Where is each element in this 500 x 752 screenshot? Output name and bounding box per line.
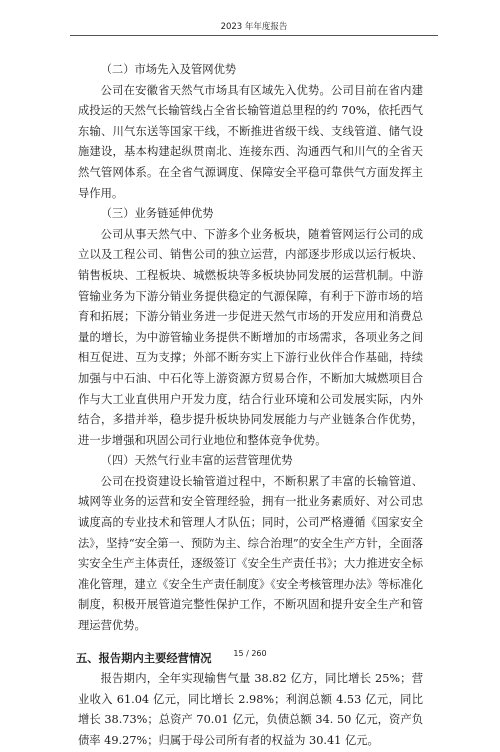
- page-header: 2023 年年度报告: [70, 20, 438, 36]
- subsection-heading-market-advantage: （二）市场先入及管网优势: [100, 63, 237, 76]
- subsection-heading-business-chain: （三）业务链延伸优势: [100, 207, 214, 221]
- section-heading-main-operations: 五、报告期内主要经营情况: [76, 651, 212, 665]
- document-body: [78, 60, 423, 752]
- paragraph-market-advantage: 公司在安徽省天然气市场具有区域先入优势。公司目前在省内建成投运的天然气长输管线占全省长输管道总里程的约 70%，依托西气东输、川气东送等国家干线，不断推进省级干线、支线管道、储气设施建设，基本构建起纵贯南北、连接东西、沟通西气和川气的全省天然气管网体系。在全省气源调度、保障安全平稳可靠供气方面发挥主导作用。: [78, 83, 424, 200]
- paragraph-operations: 公司在投资建设长输管道过程中，不断积累了丰富的长输管道、城网等业务的运营和安全管理经验，拥有一批业务素质好、对公司忠诚度高的专业技术和管理人才队伍；同时，公司严格遵循《国家安全法》，坚持“安全第一、预防为主、综合治理”的安全生产方针，全面落实安全生产主体责任，逐级签订《安全生产责任书》；大力推进安全标准化管理，建立《安全生产责任制度》《安全考核管理办法》等标准化制度，积极开展管道完整性保护工作，不断巩固和提升安全生产和管理运营优势。: [78, 474, 423, 633]
- paragraph-main-operations: 报告期内，全年实现输售气量 38.82 亿方，同比增长 25%；营业收入 61.04 亿元，同比增长 2.98%；利润总额 4.53 亿元，同比增长 38.73%；总资产 70.01 亿元，负债总额 34. 50 亿元，资产负债率 49.27%；归属于母公司所有者的权益为 30.41 亿元。: [78, 672, 423, 747]
- paragraph-business-chain: 公司从事天然气中、下游多个业务板块，随着管网运行公司的成立以及工程公司、销售公司的独立运营，内部逐步形成以运行板块、销售板块、工程板块、城燃板块等多板块协同发展的运营机制。中游管输业务为下游分销业务提供稳定的气源保障，有利于下游市场的培育和拓展；下游分销业务进一步促进天然气市场的开发应用和消费总量的增长，为中游管输业务提供不断增加的市场需求，各项业务之间相互促进、互为支撑；外部不断夯实上下游行业伙伴合作基础，持续加强与中石油、中石化等上游资源方贸易合作，不断加大城燃项目合作与大工业直供用户开发力度，结合行业环境和公司发展实际，内外结合，多措并举，稳步提升板块协同发展能力与产业链条合作优势，进一步增强和巩固公司行业地位和整体竞争优势。: [78, 227, 423, 447]
- subsection-heading-operations: （四）天然气行业丰富的运营管理优势: [100, 454, 293, 468]
- page-number: 15 / 260: [233, 649, 267, 658]
